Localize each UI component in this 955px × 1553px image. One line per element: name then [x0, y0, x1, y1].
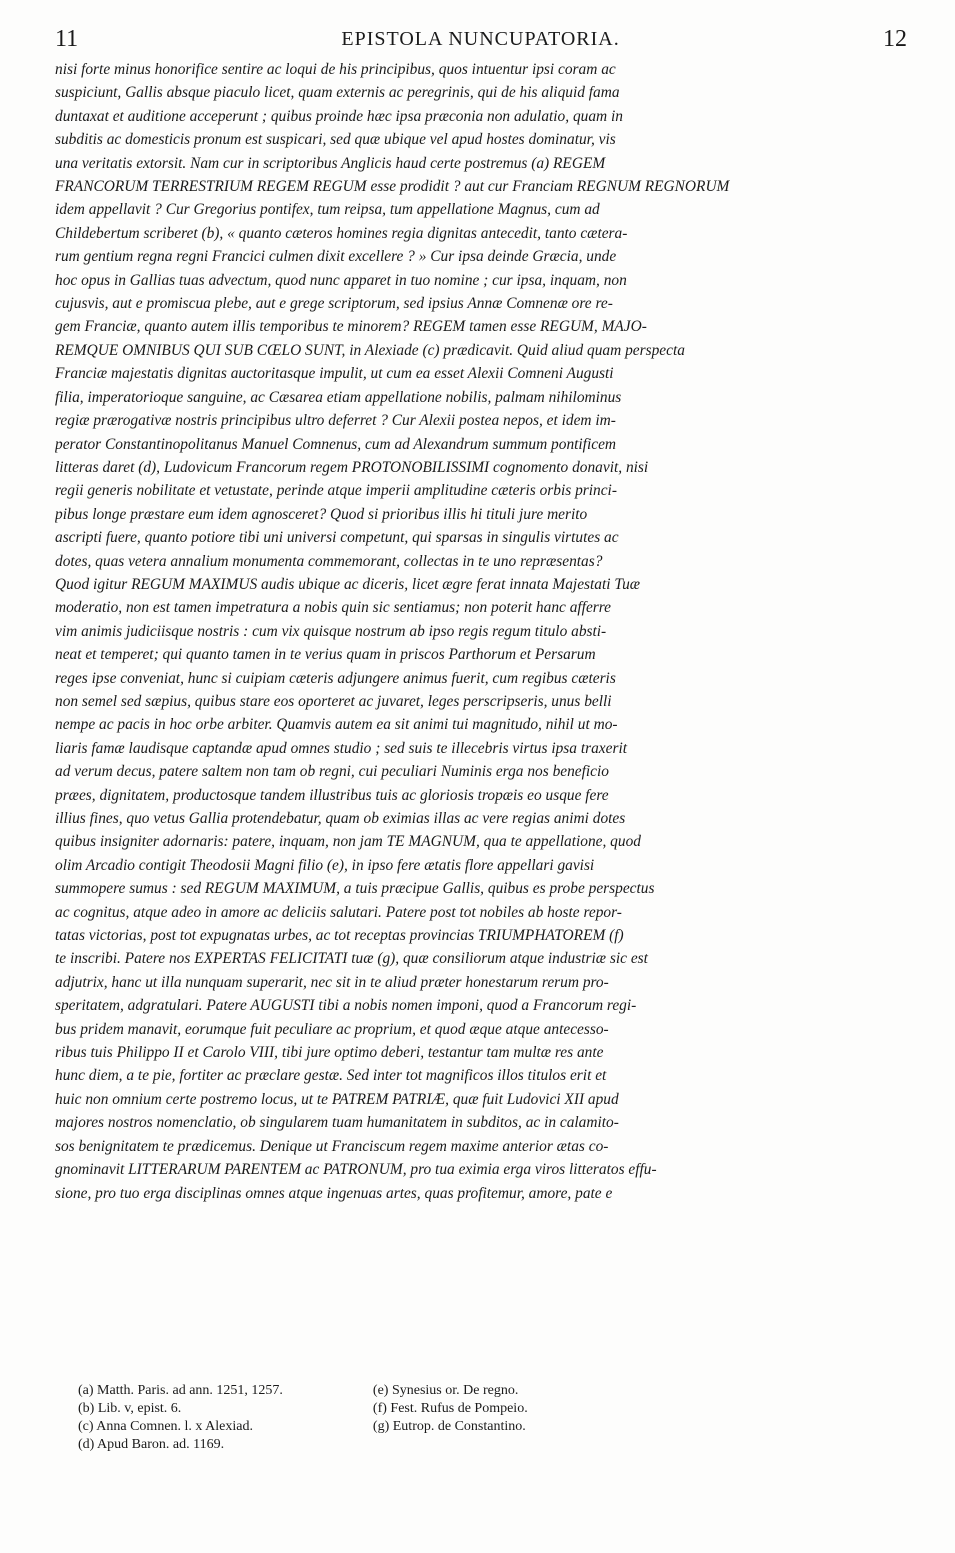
- text-line: sione, pro tuo erga disciplinas omnes atque ingenuas artes, quas profitemur, amore, pate e: [55, 1184, 613, 1202]
- footnote: (a) Matth. Paris. ad ann. 1251, 1257.: [78, 1383, 283, 1398]
- text-line: regii generis nobilitate et vetustate, perinde atque imperii amplitudine cæteris orbis princi-: [55, 482, 617, 500]
- running-header: [55, 22, 907, 56]
- text-line: subditis ac domesticis pronum est suspicari, sed quæ ubique vel apud hostes dominatur, vis: [55, 131, 616, 149]
- text-line: olim Arcadio contigit Theodosii Magni filio (e), in ipso fere ætatis flore appellari gavisi: [55, 856, 595, 874]
- footnote: (c) Anna Comnen. l. x Alexiad.: [78, 1419, 253, 1434]
- text-line: majores nostros nomenclatio, ob singularem tuam humanitatem in subditos, ac in calamito-: [55, 1114, 619, 1132]
- body-text: [55, 58, 908, 1358]
- text-line: REMQUE OMNIBUS QUI SUB CŒLO SUNT, in Alexiade (c) prædicavit. Quid aliud quam perspecta: [55, 341, 685, 359]
- text-line: perator Constantinopolitanus Manuel Comnenus, cum ad Alexandrum summum pontificem: [55, 435, 617, 453]
- text-line: sos benignitatem te prædicemus. Denique ut Franciscum regem maxime anterior ætas co-: [55, 1137, 609, 1155]
- text-line: duntaxat et auditione acceperunt ; quibus proinde hæc ipsa præconia non adulatio, quam in: [55, 107, 623, 125]
- text-line: ad verum decus, patere saltem non tam ob regni, cui peculiari Numinis erga nos beneficio: [55, 763, 609, 781]
- text-line: cujusvis, aut e promiscua plebe, aut e grege scriptorum, sed ipsius Annæ Comnenæ ore re-: [55, 295, 613, 313]
- footnotes: [78, 1382, 778, 1454]
- text-line: neat et temperet; qui quanto tamen in te verius quam in priscos Parthorum et Persarum: [55, 646, 596, 664]
- text-line: nisi forte minus honorifice sentire ac loqui de his principibus, quos intuentur ipsi coram ac: [55, 61, 616, 78]
- text-line: FRANCORUM TERRESTRIUM REGEM REGUM esse prodidit ? aut cur Franciam REGNUM REGNORUM: [55, 178, 730, 196]
- text-line: una veritatis extorsit. Nam cur in scriptoribus Anglicis haud certe postremus (a) REGEM: [55, 154, 606, 172]
- text-line: nempe ac pacis in hoc orbe arbiter. Quamvis autem ea sit animi tui magnitudo, nihil ut mo-: [55, 716, 618, 734]
- text-line: ascripti fuere, quanto potiore tibi uni universi competunt, qui sparsas in singulis virtutes ac: [55, 529, 619, 547]
- text-line: bus pridem manavit, eorumque fuit peculiare ac proprium, et quod æque atque antecesso-: [55, 1020, 609, 1038]
- text-line: litteras daret (d), Ludovicum Francorum regem PROTONOBILISSIMI cognomento donavit, nisi: [55, 458, 649, 476]
- text-line: reges ipse conveniat, hunc si cuipiam cæteris adjungere animus fuerit, cum regibus cæteris: [55, 669, 616, 687]
- footnotes-left-column: [78, 1382, 283, 1454]
- text-line: gnominavit LITTERARUM PARENTEM ac PATRONUM, pro tua eximia erga viros litteratos effu-: [55, 1161, 657, 1179]
- text-line: Childebertum scriberet (b), « quanto cæteros homines regia dignitas antecedit, tanto cætera-: [55, 224, 628, 242]
- text-line: rum gentium regna regni Francici culmen dixit excellere ? » Cur ipsa deinde Græcia, unde: [55, 248, 617, 266]
- text-line: te inscribi. Patere nos EXPERTAS FELICITATI tuæ (g), quæ consiliorum atque industriæ sic est: [55, 950, 648, 968]
- text-line: hoc opus in Gallias tuas advectum, quod nunc apparet in tuo nomine ; cur ipsa, inquam, non: [55, 271, 627, 289]
- text-line: huic non omnium certe postremo locus, ut te PATREM PATRIÆ, quæ fuit Ludovici XII apud: [55, 1090, 619, 1108]
- text-line: quibus insigniter adornaris: patere, inquam, non jam TE MAGNUM, qua te appellatione, quod: [55, 833, 641, 851]
- text-line: dotes, quas vetera annalium monumenta commemorant, collectas in te uno repræsentas?: [55, 552, 603, 570]
- text-line: Franciæ majestatis dignitas auctoritasque impulit, ut cum ea esset Alexii Comneni Augusti: [55, 365, 614, 383]
- text-line: gem Franciæ, quanto autem illis temporibus te minorem? REGEM tamen esse REGUM, MAJO-: [55, 318, 647, 336]
- footnote: (e) Synesius or. De regno.: [372, 1383, 519, 1398]
- text-line: ribus tuis Philippo II et Carolo VIII, tibi jure optimo deberi, testantur tam multæ res ante: [55, 1044, 604, 1062]
- text-line: suspiciunt, Gallis absque piaculo licet, quam externis ac peregrinis, qui de his aliquid fama: [55, 84, 620, 102]
- text-line: pibus longe præstare eum idem agnosceret? Quod si prioribus illis hi tituli jure merito: [55, 505, 588, 523]
- text-line: summopere sumus : sed REGUM MAXIMUM, a tuis præcipue Gallis, quibus es probe perspectus: [55, 880, 655, 898]
- text-line: hunc diem, a te pie, fortiter ac præclare gestæ. Sed inter tot magnificos illos titulos erit et: [55, 1067, 607, 1085]
- text-line: vim animis judiciisque nostris : cum vix quisque nostrum ab ipso regis regum titulo absti-: [55, 622, 607, 640]
- text-line: non semel sed sæpius, quibus stare eos oporteret ac juvaret, leges perscripseris, unus belli: [55, 692, 612, 710]
- footnote: (f) Fest. Rufus de Pompeio.: [372, 1401, 528, 1416]
- footnote: (d) Apud Baron. ad. 1169.: [78, 1437, 225, 1452]
- text-line: moderatio, non est tamen impetratura a nobis quin sic sentiamus; non poterit hanc afferre: [55, 599, 612, 617]
- text-line: adjutrix, hanc ut illa nunquam superarit, nec sit in te aliud præter honestarum rerum pro-: [55, 973, 609, 991]
- left-page-number: 11: [55, 25, 79, 52]
- text-line: Quod igitur REGUM MAXIMUS audis ubique ac diceris, licet ægre ferat innata Majestati Tuæ: [55, 575, 641, 593]
- text-line: liaris famæ laudisque captandæ apud omnes studio ; sed suis te illecebris virtus ipsa traxerit: [55, 739, 628, 757]
- running-title: EPISTOLA NUNCUPATORIA.: [341, 27, 620, 50]
- text-line: idem appellavit ? Cur Gregorius pontifex, tum reipsa, tum appellatione Magnus, cum ad: [55, 201, 600, 219]
- footnote: (g) Eutrop. de Constantino.: [372, 1419, 526, 1434]
- text-line: speritatem, adgratulari. Patere AUGUSTI tibi a nobis nomen imponi, quod a Francorum regi-: [55, 997, 637, 1015]
- text-line: regiæ prærogativæ nostris principibus ultro deferret ? Cur Alexii postea nepos, et idem im-: [55, 412, 616, 430]
- text-line: illius fines, quo vetus Gallia protendebatur, quam ob eximias illas ac vere regias animi dotes: [55, 810, 626, 827]
- footnotes-right-column: [373, 1382, 528, 1454]
- text-line: tatas victorias, post tot expugnatas urbes, ac tot receptas provincias TRIUMPHATOREM (f): [55, 927, 624, 945]
- text-line: filia, imperatorioque sanguine, ac Cæsarea etiam appellatione nobilis, palmam nihilominus: [55, 388, 622, 406]
- footnote: (b) Lib. v, epist. 6.: [78, 1401, 182, 1416]
- right-page-number: 12: [883, 25, 907, 52]
- text-line: præes, dignitatem, productosque tandem illustribus tuis ac gloriosis tropæis eo usque fere: [55, 786, 609, 804]
- text-line: ac cognitus, atque adeo in amore ac deliciis salutari. Patere post tot nobiles ab hoste repor-: [55, 903, 622, 921]
